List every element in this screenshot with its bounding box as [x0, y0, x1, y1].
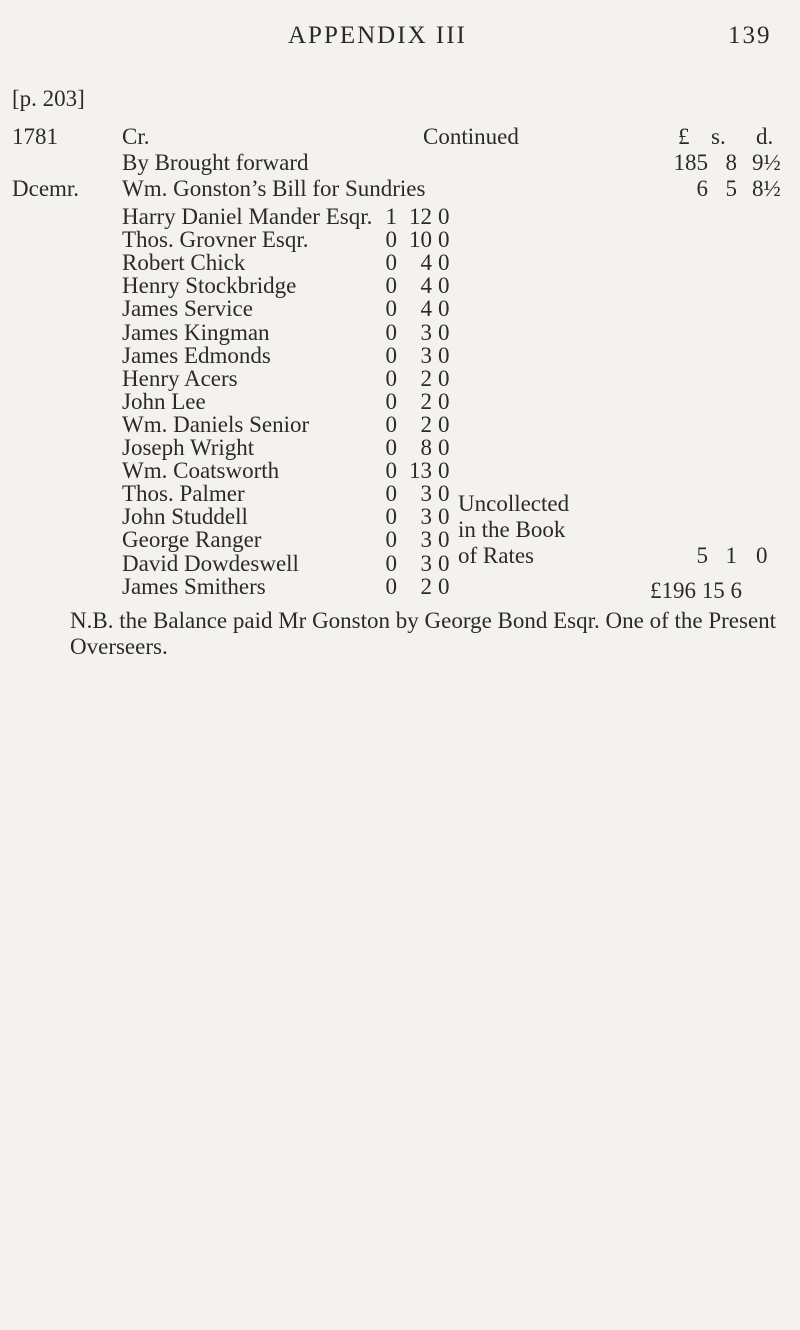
- uncollected-pence: 0: [438, 273, 450, 298]
- uncollected-pounds: 0: [385, 481, 397, 506]
- currency-shillings-header: s.: [711, 124, 726, 149]
- brought-forward-shillings: 8: [725, 150, 737, 175]
- uncollected-name: Thos. Palmer: [122, 481, 245, 506]
- uncollected-pence: 0: [438, 204, 450, 229]
- uncollected-shillings: 2: [420, 366, 432, 391]
- uncollected-pounds: 0: [385, 435, 397, 460]
- uncollected-pence: 0: [438, 250, 450, 275]
- uncollected-name: James Kingman: [122, 320, 270, 345]
- uncollected-shillings: 4: [420, 273, 432, 298]
- uncollected-pounds: 0: [385, 458, 397, 483]
- uncollected-shillings: 4: [420, 296, 432, 321]
- uncollected-shillings: 3: [420, 343, 432, 368]
- grand-total: £196 15 6: [650, 578, 742, 603]
- uncollected-shillings: 3: [420, 481, 432, 506]
- note-line-2: Overseers.: [70, 634, 168, 659]
- uncollected-name: John Studdell: [122, 504, 248, 529]
- note-line-1: N.B. the Balance paid Mr Gonston by George Bond Esqr. One of the Present: [70, 608, 777, 633]
- uncollected-name: Robert Chick: [122, 250, 246, 275]
- uncollected-shillings: 3: [420, 551, 432, 576]
- uncollected-pounds: 0: [385, 412, 397, 437]
- uncollected-name: Wm. Coatsworth: [122, 458, 280, 483]
- uncollected-pence: 0: [438, 481, 450, 506]
- uncollected-pence: 0: [438, 412, 450, 437]
- uncollected-pounds: 0: [385, 551, 397, 576]
- uncollected-shillings: 2: [420, 412, 432, 437]
- uncollected-shillings: 2: [420, 574, 432, 599]
- uncollected-pence: 0: [438, 320, 450, 345]
- bill-shillings: 5: [725, 176, 737, 201]
- uncollected-shillings: 3: [420, 504, 432, 529]
- bill-pence: 8½: [752, 176, 781, 201]
- brought-forward-label: By Brought forward: [122, 150, 309, 175]
- uncollected-name: Henry Stockbridge: [122, 273, 297, 298]
- uncollected-pounds: 0: [385, 250, 397, 275]
- uncollected-name: Joseph Wright: [122, 435, 255, 460]
- uncollected-pence: 0: [438, 366, 450, 391]
- page-number: 139: [728, 22, 772, 49]
- uncollected-pence: 0: [438, 458, 450, 483]
- uncollected-pounds: 0: [385, 389, 397, 414]
- page-reference: [p. 203]: [12, 86, 85, 111]
- brought-forward-pence: 9½: [752, 150, 781, 175]
- uncollected-pence: 0: [438, 551, 450, 576]
- uncollected-pence: 0: [438, 574, 450, 599]
- uncollected-pence: 0: [438, 504, 450, 529]
- uncollected-shillings: 4: [420, 250, 432, 275]
- brought-forward-pounds: 185: [673, 150, 708, 175]
- uncollected-total-pounds: 5: [696, 543, 708, 568]
- bill-month: Dcemr.: [12, 176, 80, 201]
- uncollected-shillings: 8: [420, 435, 432, 460]
- uncollected-total-shillings: 1: [725, 543, 737, 568]
- uncollected-name: Wm. Daniels Senior: [122, 412, 310, 437]
- uncollected-shillings: 3: [420, 320, 432, 345]
- uncollected-pounds: 0: [385, 227, 397, 252]
- uncollected-shillings: 3: [420, 527, 432, 552]
- uncollected-name: Thos. Grovner Esqr.: [122, 227, 309, 252]
- uncollected-pounds: 1: [385, 204, 397, 229]
- currency-pounds-header: £: [678, 124, 690, 149]
- uncollected-name: George Ranger: [122, 527, 262, 552]
- uncollected-pounds: 0: [385, 504, 397, 529]
- uncollected-note-line-1: Uncollected: [458, 491, 570, 516]
- currency-pence-header: d.: [756, 124, 774, 149]
- uncollected-shillings: 2: [420, 389, 432, 414]
- bill-label: Wm. Gonston’s Bill for Sundries: [122, 176, 426, 201]
- uncollected-pounds: 0: [385, 320, 397, 345]
- uncollected-pounds: 0: [385, 296, 397, 321]
- continued-label: Continued: [423, 124, 519, 149]
- uncollected-pence: 0: [438, 389, 450, 414]
- credit-label: Cr.: [122, 124, 150, 149]
- uncollected-pounds: 0: [385, 574, 397, 599]
- uncollected-shillings: 10: [409, 227, 432, 252]
- uncollected-name: Henry Acers: [122, 366, 238, 391]
- uncollected-pounds: 0: [385, 343, 397, 368]
- uncollected-name: James Smithers: [122, 574, 266, 599]
- uncollected-note-line-3: of Rates: [458, 543, 535, 568]
- uncollected-name: James Edmonds: [122, 343, 271, 368]
- uncollected-pounds: 0: [385, 527, 397, 552]
- uncollected-pence: 0: [438, 435, 450, 460]
- page-running-title: APPENDIX III: [288, 22, 467, 49]
- uncollected-pence: 0: [438, 227, 450, 252]
- uncollected-name: James Service: [122, 296, 253, 321]
- uncollected-pounds: 0: [385, 366, 397, 391]
- uncollected-name: David Dowdeswell: [122, 551, 299, 576]
- account-year: 1781: [12, 124, 58, 149]
- uncollected-pence: 0: [438, 296, 450, 321]
- uncollected-shillings: 13: [409, 458, 432, 483]
- uncollected-name: John Lee: [122, 389, 206, 414]
- uncollected-name: Harry Daniel Mander Esqr.: [122, 204, 373, 229]
- uncollected-pence: 0: [438, 343, 450, 368]
- uncollected-pounds: 0: [385, 273, 397, 298]
- uncollected-note-line-2: in the Book: [458, 517, 566, 542]
- uncollected-total-pence: 0: [756, 543, 768, 568]
- uncollected-shillings: 12: [409, 204, 432, 229]
- bill-pounds: 6: [696, 176, 708, 201]
- uncollected-pence: 0: [438, 527, 450, 552]
